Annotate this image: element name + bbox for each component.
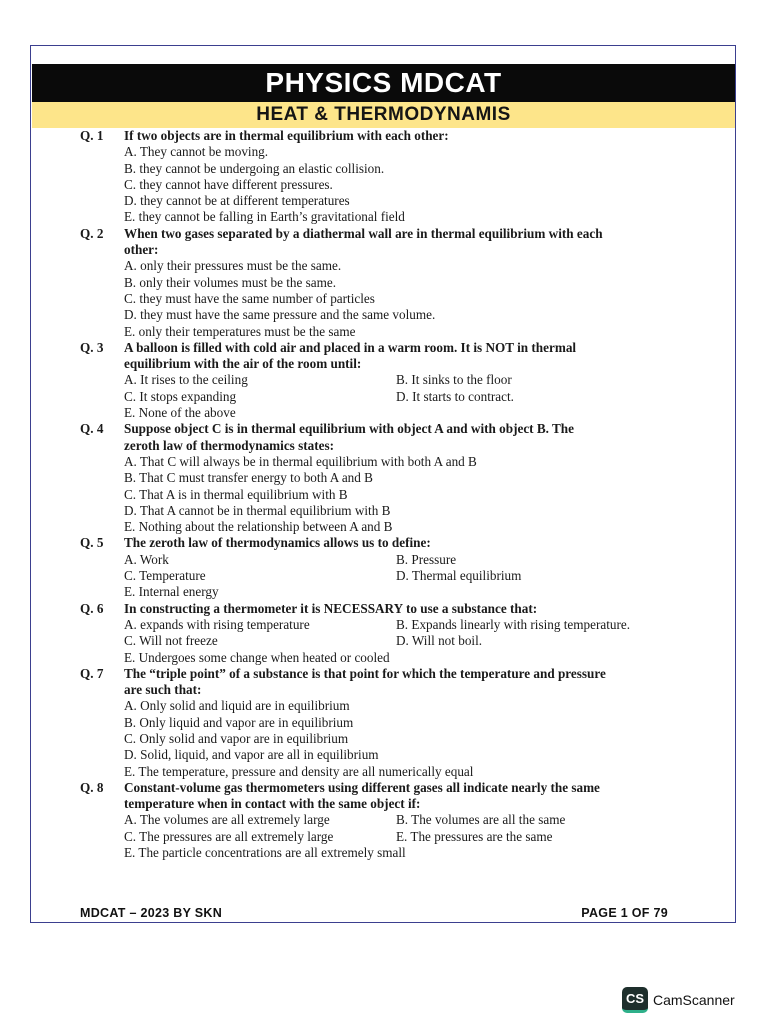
question-number: Q. 8 — [80, 779, 104, 795]
answer-option: A. expands with rising temperature — [124, 616, 310, 632]
option-row — [0, 307, 768, 323]
option-row — [0, 324, 768, 340]
question-stem: are such that: — [124, 682, 202, 698]
option-row — [0, 715, 768, 731]
question-stem: A balloon is filled with cold air and placed in a warm room. It is NOT in thermal — [124, 339, 577, 355]
answer-option: D. they must have the same pressure and the same volume. — [124, 307, 436, 323]
option-row — [0, 650, 768, 666]
question-stem: other: — [124, 242, 159, 258]
answer-option: B. The volumes are all the same — [396, 812, 566, 828]
option-row — [0, 291, 768, 307]
question-stem: temperature when in contact with the same object if: — [124, 796, 421, 812]
option-row — [0, 584, 768, 600]
answer-option: E. Internal energy — [124, 584, 219, 600]
option-row — [0, 503, 768, 519]
answer-option: C. they cannot have different pressures. — [124, 176, 333, 192]
question-stem-row — [0, 438, 768, 454]
answer-option: D. Solid, liquid, and vapor are all in equilibrium — [124, 747, 379, 763]
question-stem: If two objects are in thermal equilibrium with each other: — [124, 128, 449, 143]
option-row — [0, 144, 768, 160]
option-row — [0, 275, 768, 291]
answer-option: C. Temperature — [124, 568, 206, 584]
answer-option: E. only their temperatures must be the same — [124, 323, 356, 339]
option-row — [0, 829, 768, 845]
option-row — [0, 552, 768, 568]
answer-option: D. Thermal equilibrium — [396, 568, 522, 584]
question-number: Q. 5 — [80, 535, 104, 551]
question-stem-row — [0, 226, 768, 242]
question-stem: The zeroth law of thermodynamics allows us to define: — [124, 535, 431, 551]
option-row — [0, 209, 768, 225]
option-row — [0, 698, 768, 714]
answer-option: D. That A cannot be in thermal equilibrium with B — [124, 502, 391, 518]
question-stem: When two gases separated by a diathermal wall are in thermal equilibrium with each — [124, 225, 603, 241]
option-row — [0, 193, 768, 209]
option-row — [0, 258, 768, 274]
option-row — [0, 747, 768, 763]
option-row — [0, 568, 768, 584]
option-row — [0, 487, 768, 503]
option-row — [0, 161, 768, 177]
question-stem: Constant-volume gas thermometers using different gases all indicate nearly the same — [124, 779, 600, 795]
answer-option: A. Only solid and liquid are in equilibrium — [124, 698, 350, 714]
camscanner-logo-icon: CS — [622, 987, 648, 1013]
question-stem-row — [0, 128, 768, 144]
answer-option: C. Only solid and vapor are in equilibrium — [124, 730, 349, 746]
answer-option: D. they cannot be at different temperatures — [124, 193, 350, 209]
question-stem-row — [0, 242, 768, 258]
page-title: PHYSICS MDCAT — [32, 64, 735, 102]
question-stem-row — [0, 682, 768, 698]
option-row — [0, 812, 768, 828]
answer-option: C. That A is in thermal equilibrium with B — [124, 486, 348, 502]
question-stem-row — [0, 780, 768, 796]
option-row — [0, 764, 768, 780]
answer-option: E. The particle concentrations are all extremely small — [124, 845, 406, 861]
answer-option: B. only their volumes must be the same. — [124, 274, 337, 290]
answer-option: D. It starts to contract. — [396, 388, 514, 404]
footer-page-number: PAGE 1 OF 79 — [581, 906, 668, 920]
option-row — [0, 633, 768, 649]
answer-option: E. they cannot be falling in Earth’s gravitational field — [124, 209, 405, 225]
question-stem-row — [0, 666, 768, 682]
question-number: Q. 3 — [80, 339, 104, 355]
answer-option: C. they must have the same number of particles — [124, 290, 375, 306]
question-stem-row — [0, 535, 768, 551]
camscanner-watermark — [622, 986, 735, 1014]
answer-option: C. Will not freeze — [124, 633, 218, 649]
answer-option: C. It stops expanding — [124, 388, 237, 404]
question-stem: The “triple point” of a substance is that point for which the temperature and pressure — [124, 665, 606, 681]
option-row — [0, 405, 768, 421]
answer-option: D. Will not boil. — [396, 633, 483, 649]
option-row — [0, 519, 768, 535]
question-stem: equilibrium with the air of the room until: — [124, 356, 362, 372]
answer-option: E. Undergoes some change when heated or cooled — [124, 649, 390, 665]
option-row — [0, 470, 768, 486]
answer-option: E. Nothing about the relationship between A and B — [124, 519, 393, 535]
option-row — [0, 177, 768, 193]
option-row — [0, 454, 768, 470]
answer-option: B. Expands linearly with rising temperature. — [396, 616, 631, 632]
question-number: Q. 4 — [80, 421, 104, 437]
answer-option: A. That C will always be in thermal equilibrium with both A and B — [124, 453, 477, 469]
question-stem-row — [0, 601, 768, 617]
question-number: Q. 2 — [80, 225, 104, 241]
question-stem-row — [0, 356, 768, 372]
footer-left: MDCAT – 2023 BY SKN — [80, 906, 223, 920]
question-list — [0, 128, 768, 861]
question-number: Q. 1 — [80, 128, 104, 143]
question-stem: zeroth law of thermodynamics states: — [124, 437, 334, 453]
question-stem-row — [0, 796, 768, 812]
answer-option: A. Work — [124, 551, 169, 567]
answer-option: B. Only liquid and vapor are in equilibrium — [124, 714, 354, 730]
option-row — [0, 372, 768, 388]
chapter-subtitle: HEAT & THERMODYNAMIS — [32, 102, 735, 128]
answer-option: C. The pressures are all extremely large — [124, 828, 334, 844]
question-number: Q. 6 — [80, 600, 104, 616]
answer-option: E. The pressures are the same — [396, 828, 553, 844]
question-stem: In constructing a thermometer it is NECESSARY to use a substance that: — [124, 600, 538, 616]
answer-option: A. The volumes are all extremely large — [124, 812, 330, 828]
answer-option: A. only their pressures must be the same. — [124, 258, 342, 274]
answer-option: B. Pressure — [396, 551, 457, 567]
question-number: Q. 7 — [80, 665, 104, 681]
answer-option: A. It rises to the ceiling — [124, 372, 248, 388]
option-row — [0, 617, 768, 633]
camscanner-label: CamScanner — [653, 992, 735, 1008]
question-stem: Suppose object C is in thermal equilibrium with object A and with object B. The — [124, 421, 574, 437]
question-stem-row — [0, 421, 768, 437]
answer-option: B. That C must transfer energy to both A and B — [124, 470, 373, 486]
answer-option: B. It sinks to the floor — [396, 372, 512, 388]
answer-option: B. they cannot be undergoing an elastic collision. — [124, 160, 385, 176]
option-row — [0, 389, 768, 405]
answer-option: A. They cannot be moving. — [124, 144, 269, 160]
option-row — [0, 845, 768, 861]
answer-option: E. None of the above — [124, 405, 236, 421]
option-row — [0, 731, 768, 747]
question-stem-row — [0, 340, 768, 356]
answer-option: E. The temperature, pressure and density are all numerically equal — [124, 763, 474, 779]
